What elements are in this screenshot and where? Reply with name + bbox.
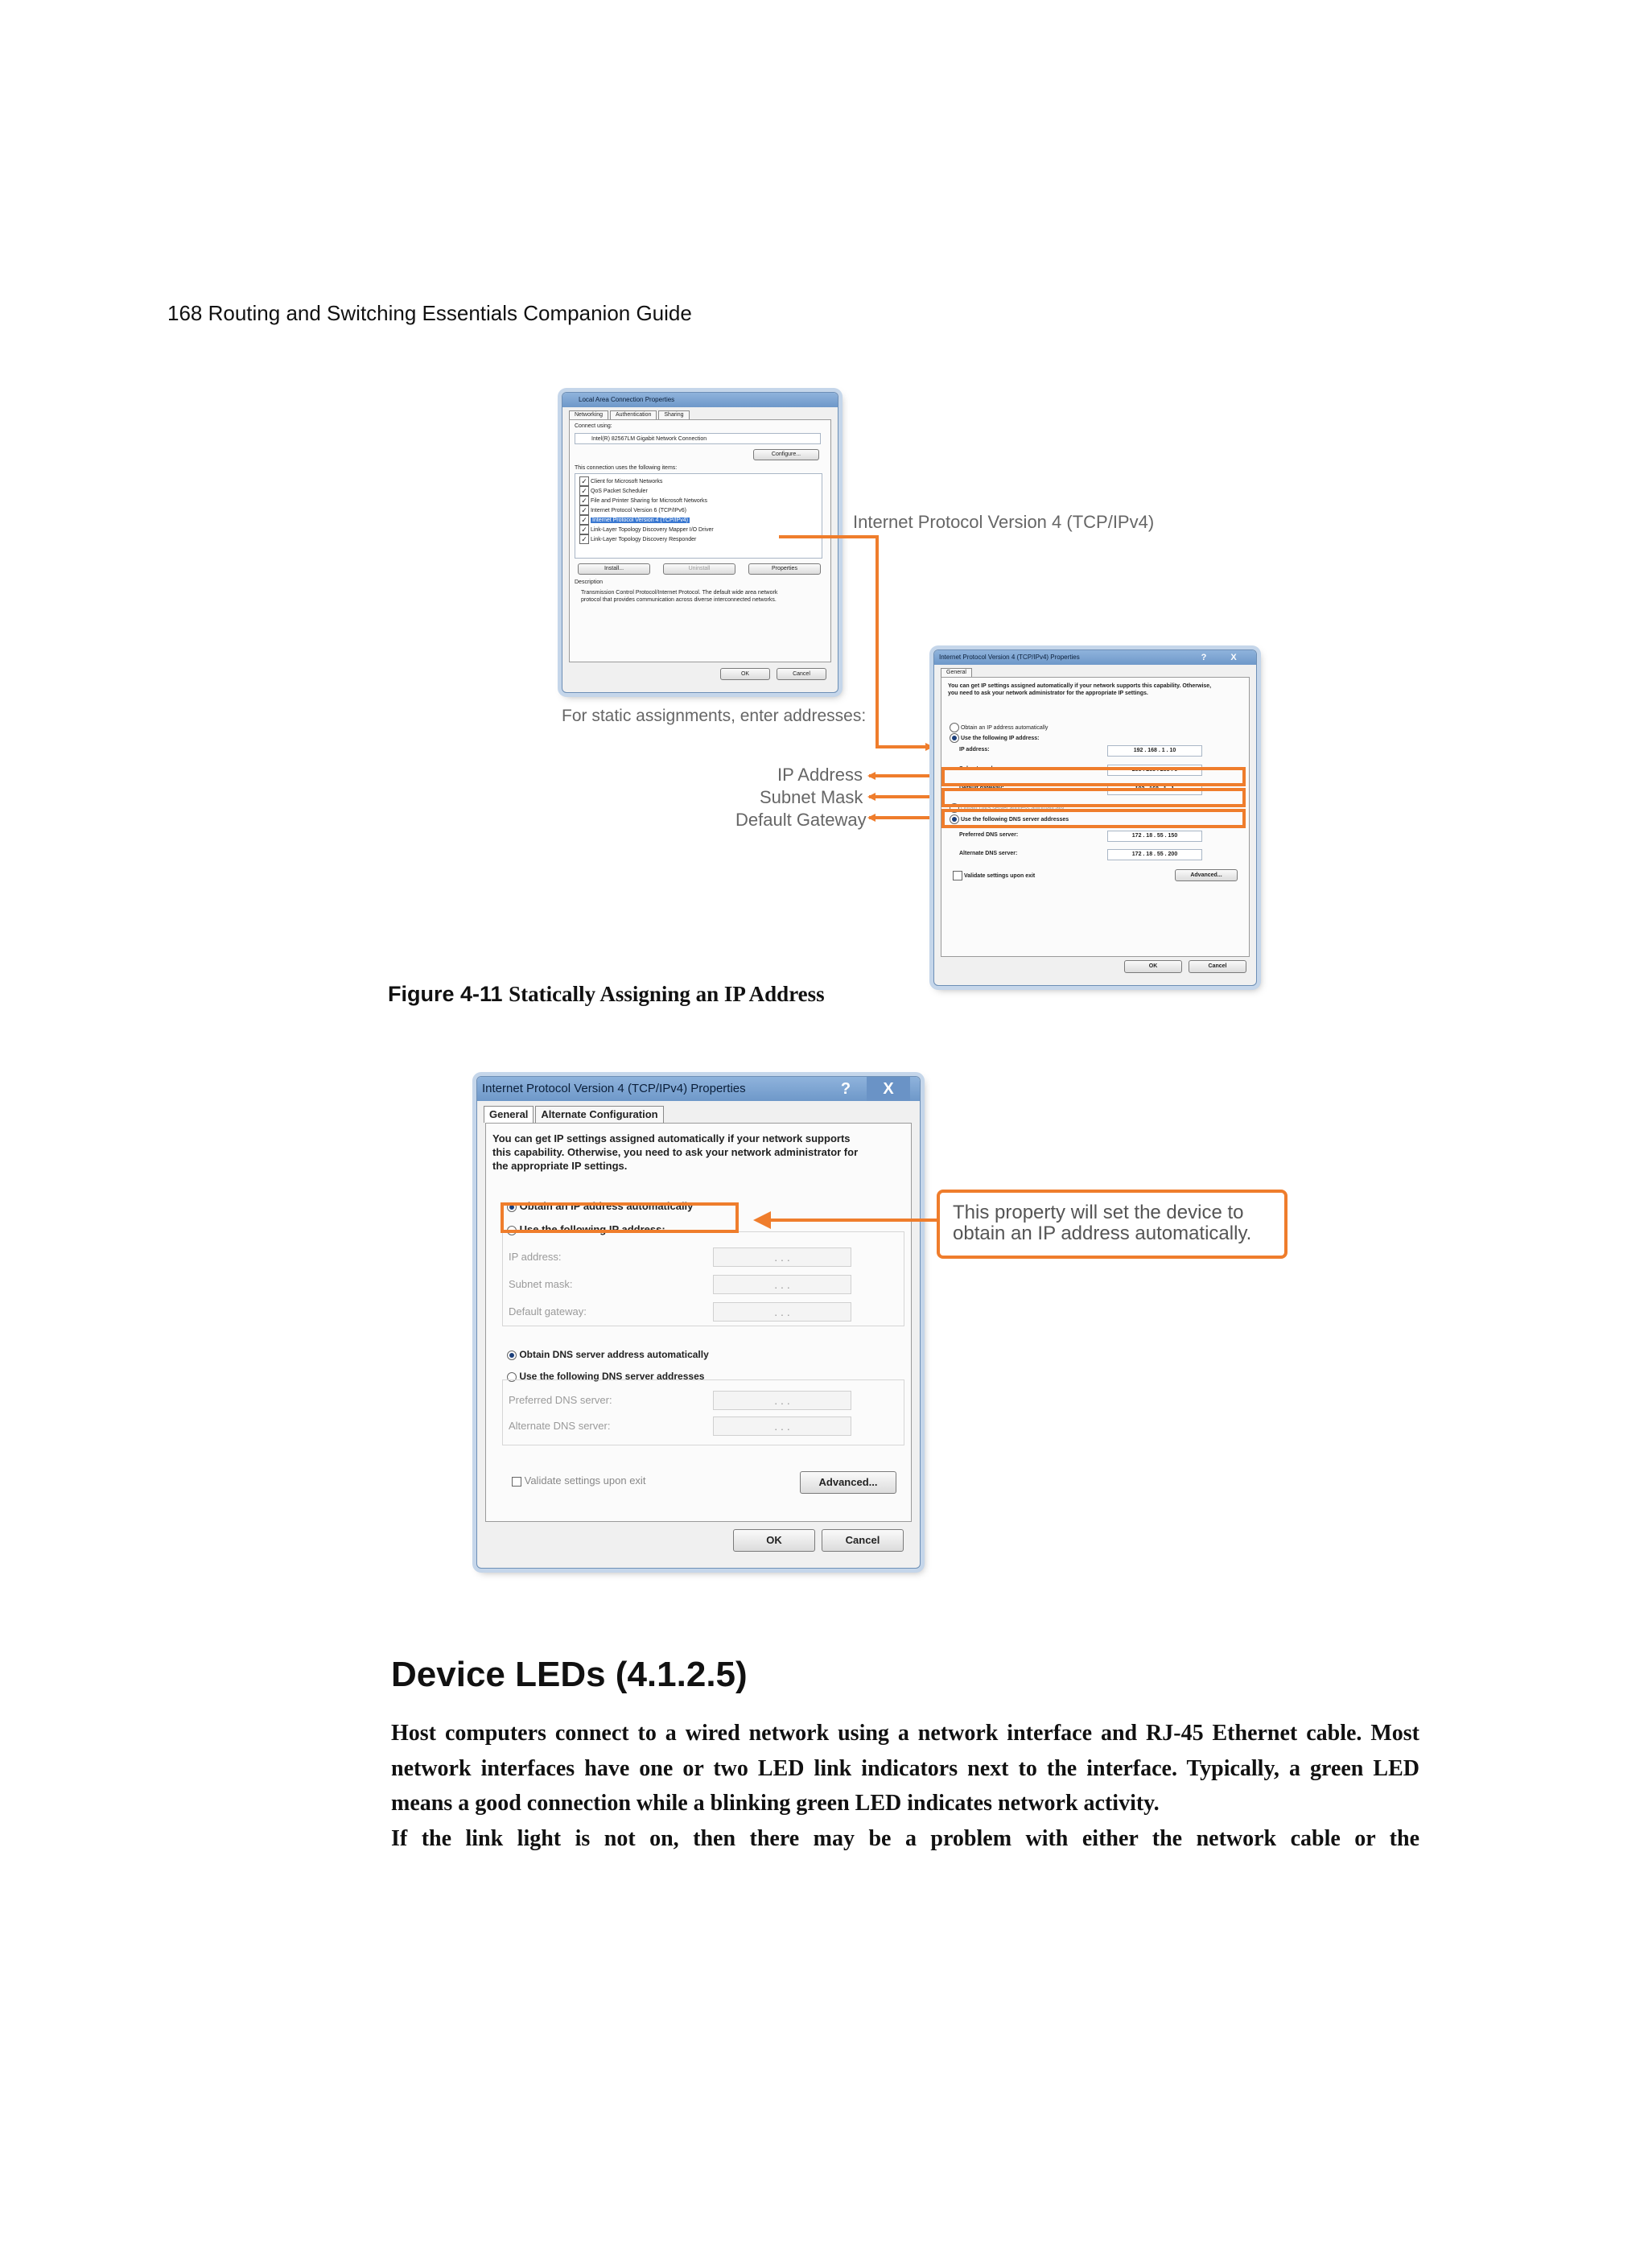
dns-auto-option[interactable] [507,1349,709,1360]
alternate-dns-field[interactable]: . . . [713,1416,851,1436]
description-text: Transmission Control Protocol/Internet Protocol. The default wide area network protocol that provides communication across diverse interconnected networks. [581,590,778,603]
default-gateway-field[interactable]: 192 . 168 . 1 . 1 [1107,784,1202,795]
checkbox-icon: ✓ [579,496,589,505]
annotation-subnet-mask: Subnet Mask [760,787,863,807]
alternate-dns-label: Alternate DNS server: [959,851,1018,856]
option-label: Obtain an IP address automatically [960,724,1049,731]
use-following-ip-option[interactable] [950,733,1039,743]
intro-text: You can get IP settings assigned automatically if your network supports this capability. Otherwise, you need to ask your network administrator for the appropriate IP settings. [492,1132,859,1172]
connect-using-label: Connect using: [575,423,612,429]
subnet-mask-field[interactable]: 255 . 255 . 255 . 0 [1107,765,1202,776]
ipv4-auto-cancel-button[interactable]: Cancel [822,1529,904,1552]
option-label: Obtain an IP address automatically [519,1200,694,1212]
radio-icon [950,733,959,743]
default-gateway-field[interactable]: . . . [713,1302,851,1322]
items-label: This connection uses the following items: [575,465,678,471]
adapter-name: Intel(R) 82567LM Gigabit Network Connection [591,436,707,442]
option-label: Validate settings upon exit [524,1474,646,1487]
uninstall-button[interactable]: Uninstall [663,563,735,575]
validate-option[interactable] [953,871,1035,880]
checkbox-icon [512,1477,521,1487]
properties-button[interactable]: Properties [748,563,821,575]
ipv4-static-ok-button[interactable]: OK [1124,960,1182,973]
radio-icon [507,1350,517,1360]
item-label: Client for Microsoft Networks [590,478,663,485]
item-label: File and Printer Sharing for Microsoft Networks [590,497,708,504]
tab-general[interactable]: General [941,668,972,677]
item-label: Link-Layer Topology Discovery Responder [590,536,697,542]
radio-icon [950,723,959,732]
ipv4-auto-tabs [484,1106,665,1123]
close-icon[interactable]: X [867,1077,910,1101]
advanced-button[interactable]: Advanced... [800,1471,896,1494]
figure-caption-label: Figure 4-11 [388,982,503,1006]
item-label: Internet Protocol Version 6 (TCP/IPv6) [590,507,687,513]
callout-obtain-auto: This property will set the device to obtain an IP address automatically. [937,1190,1288,1259]
highlight-obtain-auto [501,1202,739,1233]
obtain-ip-auto-option[interactable] [950,723,1048,732]
checkbox-icon [953,871,962,880]
ip-address-field[interactable]: 192 . 168 . 1 . 10 [1107,745,1202,757]
ipv4-auto-panel [485,1123,912,1522]
option-label: Obtain DNS server address automatically [960,805,1065,811]
checkbox-icon: ✓ [579,486,589,496]
validate-option[interactable] [512,1474,645,1487]
checkbox-icon: ✓ [579,525,589,534]
ipv4-static-tabs [941,668,974,677]
subnet-mask-field[interactable]: . . . [713,1275,851,1294]
ipv4-static-title: Internet Protocol Version 4 (TCP/IPv4) Properties [939,654,1080,661]
option-label: Use the following IP address: [519,1223,665,1235]
annotation-ip-address: IP Address [777,765,863,785]
tab-general[interactable]: General [484,1106,534,1123]
ipv4-auto-title: Internet Protocol Version 4 (TCP/IPv4) Properties [482,1082,746,1095]
lan-ok-button[interactable]: OK [720,668,770,680]
annotation-default-gateway: Default Gateway [735,810,867,830]
ipv4-auto-ok-button[interactable]: OK [733,1529,815,1552]
figure-caption-text: Statically Assigning an IP Address [509,982,825,1006]
highlight-ip-address [941,767,1246,786]
paragraph-2: If the link light is not on, then there may be a problem with either the network cable or the [391,1826,1419,1851]
item-label: Link-Layer Topology Discovery Mapper I/O Driver [590,526,714,533]
paragraph-1: Host computers connect to a wired network using a network interface and RJ-45 Ethernet cable. Most network interfaces have one or two LED link indicators next to the interface. Typically, a green LED means a good connection while a blinking green LED indicates network activity. [391,1721,1419,1816]
ipv4-static-cancel-button[interactable]: Cancel [1189,960,1246,973]
option-label: Use the following IP address: [960,735,1040,741]
highlight-subnet-mask [941,788,1246,807]
checkbox-icon: ✓ [579,505,589,515]
option-label: Obtain DNS server address automatically [519,1349,709,1360]
lan-title: Local Area Connection Properties [579,396,675,403]
ip-address-field[interactable]: . . . [713,1247,851,1267]
figure1-connectors [0,0,1648,998]
checkbox-icon: ✓ [579,534,589,544]
preferred-dns-label: Preferred DNS server: [959,832,1019,838]
running-header: 168 Routing and Switching Essentials Companion Guide [167,301,692,325]
tab-alternate-configuration[interactable]: Alternate Configuration [535,1106,663,1123]
preferred-dns-field[interactable]: 172 . 18 . 55 . 150 [1107,831,1202,842]
advanced-button[interactable]: Advanced... [1175,869,1238,881]
item-label: QoS Packet Scheduler [590,488,648,494]
alternate-dns-label: Alternate DNS server: [509,1420,611,1432]
description-label: Description [575,579,604,585]
annotation-ipv4: Internet Protocol Version 4 (TCP/IPv4) [853,512,1155,532]
option-label: Use the following DNS server addresses [519,1371,705,1382]
alternate-dns-field[interactable]: 172 . 18 . 55 . 200 [1107,849,1202,860]
checkbox-icon: ✓ [579,515,589,525]
intro-text: You can get IP settings assigned automatically if your network supports this capability. Otherwise, you need to ask your network administrator for the appropriate IP settings. [948,683,1212,696]
preferred-dns-label: Preferred DNS server: [509,1394,612,1406]
help-icon[interactable]: ? [1201,653,1207,662]
option-label: Validate settings upon exit [963,872,1036,879]
option-label: Use the following DNS server addresses [960,816,1069,823]
highlight-default-gateway [941,809,1246,828]
help-icon[interactable]: ? [840,1080,851,1098]
annotation-static: For static assignments, enter addresses: [562,707,867,725]
default-gateway-label: Default gateway: [509,1305,587,1318]
tab-networking[interactable]: Networking [569,410,608,419]
subnet-mask-label: Subnet mask: [509,1278,573,1290]
item-label: Internet Protocol Version 4 (TCP/IPv4) [591,517,689,523]
subnet-mask-label: Subnet mask: [959,766,996,772]
ipv4-auto-dialog [476,1076,921,1569]
close-icon[interactable]: X [1230,653,1237,662]
lan-cancel-button[interactable]: Cancel [777,668,826,680]
figure-caption [388,982,825,1007]
preferred-dns-field[interactable]: . . . [713,1391,851,1410]
figure-4-11 [0,0,1648,998]
checkbox-icon: ✓ [579,476,589,486]
ip-address-label: IP address: [959,747,990,753]
tab-sharing[interactable]: Sharing [658,410,689,419]
tab-authentication[interactable]: Authentication [610,410,657,419]
default-gateway-label: Default gateway: [959,786,1004,791]
ip-address-label: IP address: [509,1251,562,1263]
install-button[interactable]: Install... [578,563,650,575]
configure-button[interactable]: Configure... [753,449,819,460]
section-heading: Device LEDs (4.1.2.5) [391,1655,748,1694]
